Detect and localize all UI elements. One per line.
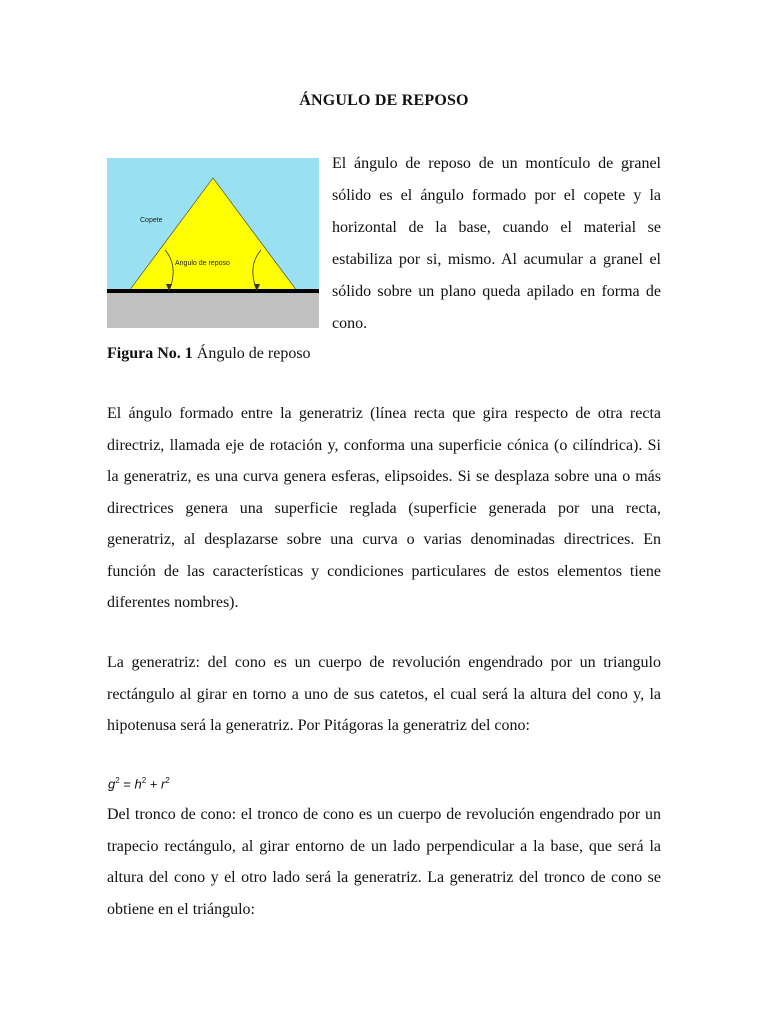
pythagoras-formula: $g^2 = h^2 + r^2$ [108, 776, 170, 792]
caption-number: Figura No. 1 [107, 345, 193, 362]
base-line [107, 289, 319, 293]
figure-illustration [107, 158, 319, 328]
label-copete: Copete [140, 217, 163, 224]
paragraph-cono: La generatriz: del cono es un cuerpo de revolución engendrado por un triangulo rectángulo al girar en torno a uno de sus catetos, el cual será la altura del cono y, la hipotenusa será la generatriz. Por Pitágoras la generatriz del cono: [107, 654, 661, 734]
ground-area [107, 292, 319, 328]
paragraph-tronco-cono: Del tronco de cono: el tronco de cono es un cuerpo de revolución engendrado por un trapecio rectángulo, al girar entorno de un lado perpendicular a la base, que será la altura del cono y el otro lado será la generatriz. La generatriz del tronco de cono se obtiene en el triángulo: [107, 806, 661, 918]
page-title: ÁNGULO DE REPOSO [299, 92, 469, 109]
paragraph-generatriz: El ángulo formado entre la generatriz (línea recta que gira respecto de otra recta directriz, llamada eje de rotación y, conforma una superficie cónica (o cilíndrica). Si la generatriz, es una curva genera esferas, elipsoides. Si se desplaza sobre una o más directrices genera una superficie reglada (superficie generada por una recta, generatriz, al desplazarse sobre una curva o varias denominadas directrices. En función de las características y condiciones particulares de estos elementos tiene diferentes nombres). [107, 405, 661, 611]
caption-text: Ángulo de reposo [192, 345, 311, 362]
angle-of-repose-figure [107, 158, 319, 328]
label-angulo-reposo: Angulo de reposo [175, 260, 230, 267]
figure-caption [107, 340, 311, 368]
intro-paragraph: El ángulo de reposo de un montículo de granel sólido es el ángulo formado por el copete y la horizontal de la base, cuando el material se estabiliza por si, mismo. Al acumular a granel el sólido sobre un plano queda apilado en forma de cono. [332, 155, 661, 332]
